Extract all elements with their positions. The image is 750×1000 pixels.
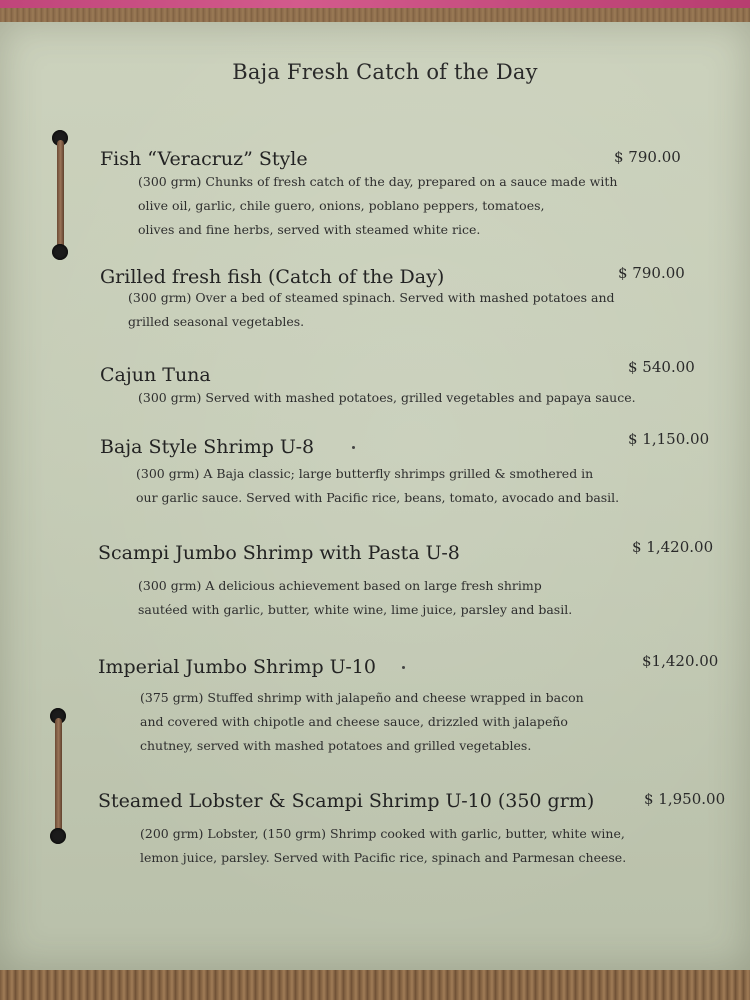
description-line: (300 grm) Chunks of fresh catch of the day, prepared on a sauce made with xyxy=(138,174,618,189)
description-line: chutney, served with mashed potatoes and grilled vegetables. xyxy=(140,738,532,753)
menu-item-description xyxy=(138,386,636,410)
menu-item-name: Grilled fresh fish (Catch of the Day) xyxy=(100,266,445,288)
menu-item-name: Scampi Jumbo Shrimp with Pasta U-8 xyxy=(98,542,460,564)
menu-item-description xyxy=(136,462,619,510)
menu-item-price: $ 540.00 xyxy=(628,358,695,376)
menu-item-price: $ 1,420.00 xyxy=(632,538,714,556)
binding-cord-icon xyxy=(57,140,64,248)
description-line: (300 grm) Over a bed of steamed spinach. Served with mashed potatoes and xyxy=(128,290,615,305)
menu-item-description xyxy=(138,574,572,622)
menu-item-name: Fish “Veracruz” Style xyxy=(100,148,308,170)
menu-item-price: $ 790.00 xyxy=(618,264,685,282)
leather-cover-bottom xyxy=(0,968,750,1000)
binding-cord-icon xyxy=(55,718,62,832)
description-line: our garlic sauce. Served with Pacific rice, beans, tomato, avocado and basil. xyxy=(136,490,620,505)
paper-speck xyxy=(402,666,405,669)
binding-hole-icon xyxy=(50,828,66,844)
menu-page xyxy=(0,22,750,970)
description-line: (375 grm) Stuffed shrimp with jalapeño and cheese wrapped in bacon xyxy=(140,690,584,705)
menu-title: Baja Fresh Catch of the Day xyxy=(232,60,538,84)
description-line: olives and fine herbs, served with steamed white rice. xyxy=(138,222,481,237)
description-line: and covered with chipotle and cheese sauce, drizzled with jalapeño xyxy=(140,714,568,729)
menu-item-description xyxy=(138,170,617,242)
binding-hole-icon xyxy=(52,244,68,260)
menu-item-price: $ 790.00 xyxy=(614,148,681,166)
menu-item-price: $ 1,150.00 xyxy=(628,430,710,448)
menu-item-price: $ 1,950.00 xyxy=(644,790,726,808)
description-line: grilled seasonal vegetables. xyxy=(128,314,305,329)
description-line: (300 grm) Served with mashed potatoes, grilled vegetables and papaya sauce. xyxy=(138,390,636,405)
menu-item-name: Steamed Lobster & Scampi Shrimp U-10 (350 grm) xyxy=(98,790,595,812)
menu-item-price: $1,420.00 xyxy=(642,652,719,670)
description-line: sautéed with garlic, butter, white wine, lime juice, parsley and basil. xyxy=(138,602,573,617)
description-line: (300 grm) A Baja classic; large butterfly shrimps grilled & smothered in xyxy=(136,466,594,481)
description-line: olive oil, garlic, chile guero, onions, poblano peppers, tomatoes, xyxy=(138,198,545,213)
paper-speck xyxy=(352,446,355,449)
description-line: (300 grm) A delicious achievement based on large fresh shrimp xyxy=(138,578,542,593)
description-line: lemon juice, parsley. Served with Pacific rice, spinach and Parmesan cheese. xyxy=(140,850,627,865)
menu-item-description xyxy=(140,686,584,758)
menu-item-name: Cajun Tuna xyxy=(100,364,211,386)
menu-item-description xyxy=(140,822,626,870)
description-line: (200 grm) Lobster, (150 grm) Shrimp cooked with garlic, butter, white wine, xyxy=(140,826,625,841)
menu-item-name: Baja Style Shrimp U-8 xyxy=(100,436,315,458)
menu-item-description xyxy=(128,286,615,334)
menu-item-name: Imperial Jumbo Shrimp U-10 xyxy=(98,656,376,678)
